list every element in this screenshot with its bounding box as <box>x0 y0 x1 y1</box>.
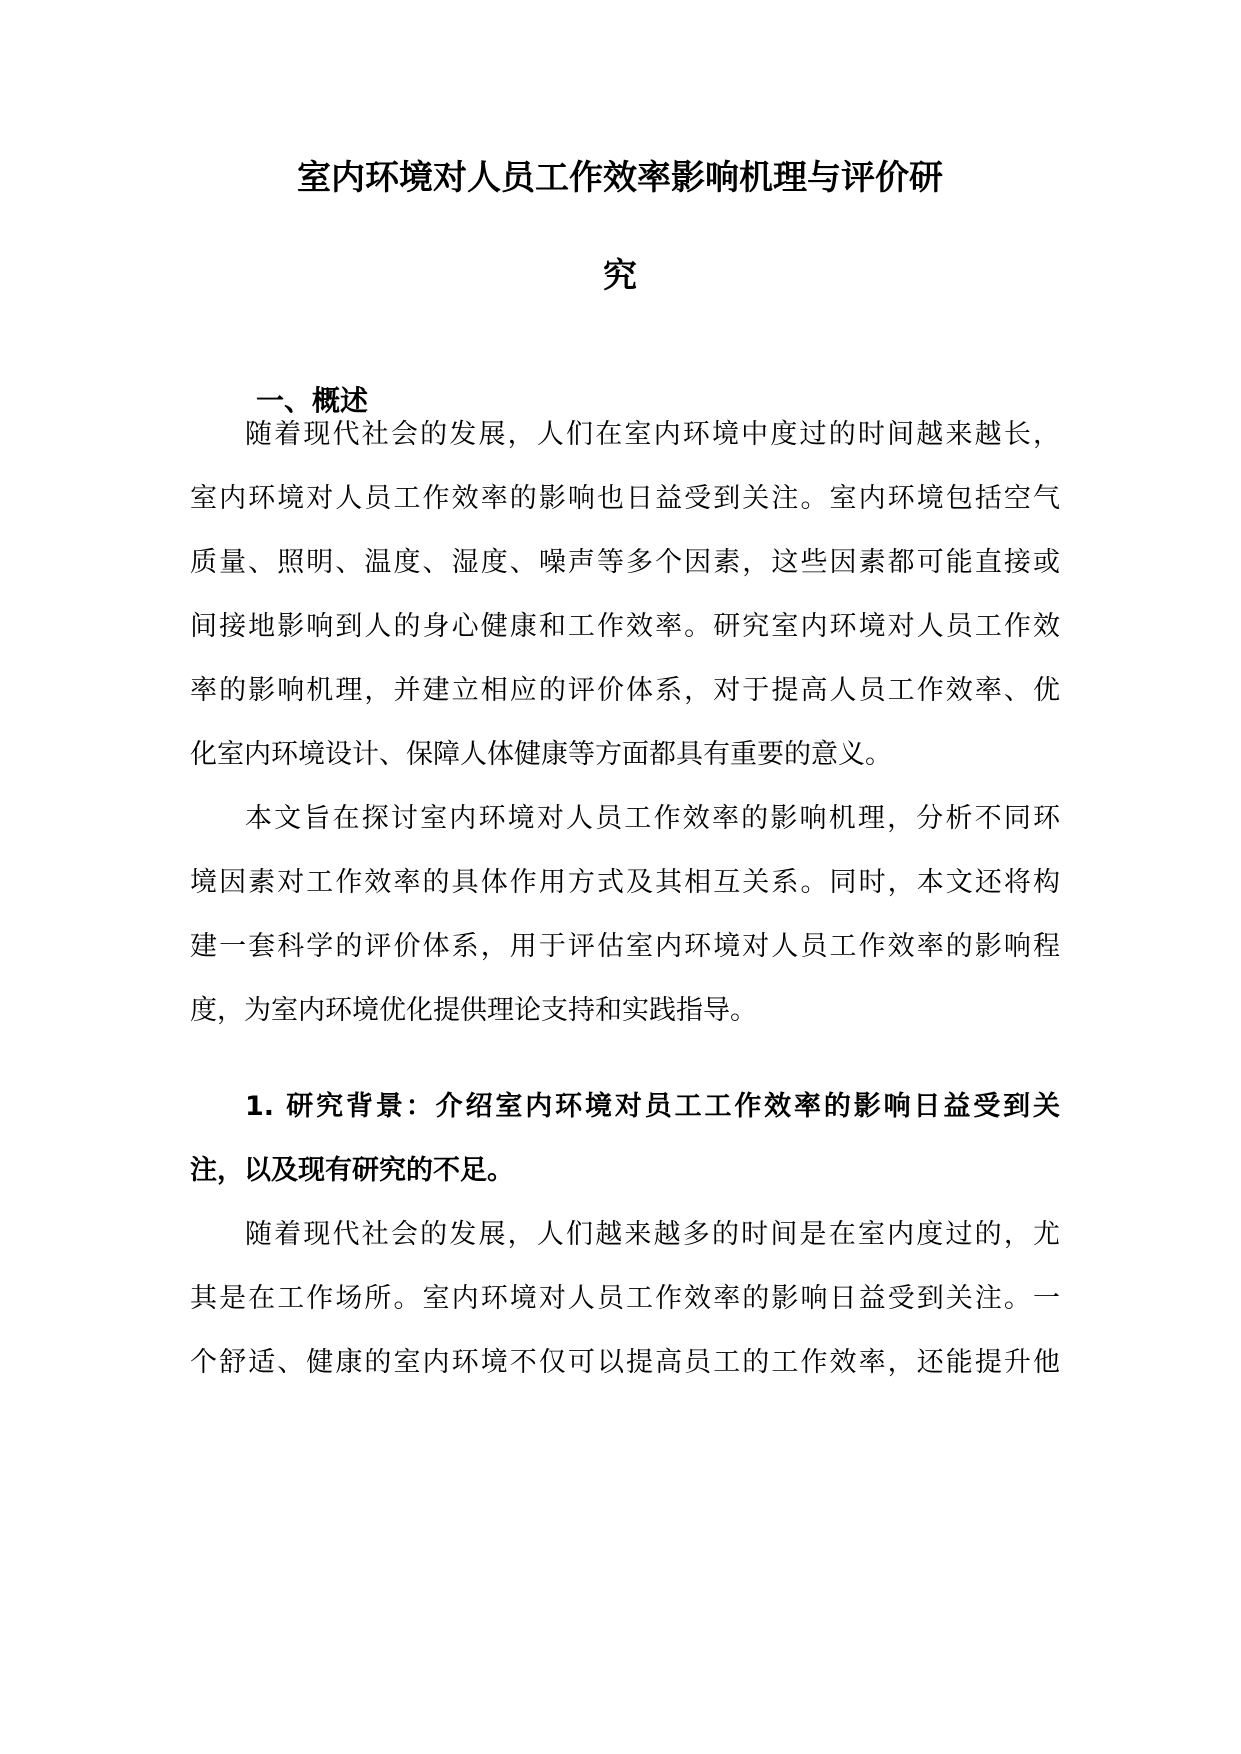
subheading-research-background: 1. 研究背景：介绍室内环境对员工工作效率的影响日益受到关 <box>245 1091 1060 1122</box>
section-heading-overview: 一、概述 <box>256 384 369 417</box>
subheading-research-background: 注，以及现有研究的不足。 <box>190 1155 514 1186</box>
paragraph-1-line: 间接地影响到人的身心健康和工作效率。研究室内环境对人员工作效 <box>190 611 1060 642</box>
paragraph-1-line: 率的影响机理，并建立相应的评价体系，对于提高人员工作效率、优 <box>190 675 1060 706</box>
paragraph-2-line: 度，为室内环境优化提供理论支持和实践指导。 <box>190 995 757 1026</box>
paragraph-1-line: 室内环境对人员工作效率的影响也日益受到关注。室内环境包括空气 <box>190 483 1060 514</box>
paragraph-3-line: 个舒适、健康的室内环境不仅可以提高员工的工作效率，还能提升他 <box>190 1347 1060 1378</box>
paragraph-2-line: 建一套科学的评价体系，用于评估室内环境对人员工作效率的影响程 <box>190 931 1060 962</box>
paragraph-2-line: 本文旨在探讨室内环境对人员工作效率的影响机理，分析不同环 <box>245 803 1060 834</box>
paragraph-3-line: 其是在工作场所。室内环境对人员工作效率的影响日益受到关注。一 <box>190 1283 1060 1314</box>
document-title-line-2: 究 <box>603 256 637 296</box>
paragraph-1-line: 质量、照明、温度、湿度、噪声等多个因素，这些因素都可能直接或 <box>190 547 1060 578</box>
document-title-line-1: 室内环境对人员工作效率影响机理与评价研 <box>297 158 943 198</box>
paragraph-1-line: 化室内环境设计、保障人体健康等方面都具有重要的意义。 <box>190 739 892 770</box>
paragraph-2-line: 境因素对工作效率的具体作用方式及其相互关系。同时，本文还将构 <box>190 867 1060 898</box>
paragraph-3-line: 随着现代社会的发展，人们越来越多的时间是在室内度过的，尤 <box>245 1219 1060 1250</box>
paragraph-1-line: 随着现代社会的发展，人们在室内环境中度过的时间越来越长， <box>245 419 1060 450</box>
